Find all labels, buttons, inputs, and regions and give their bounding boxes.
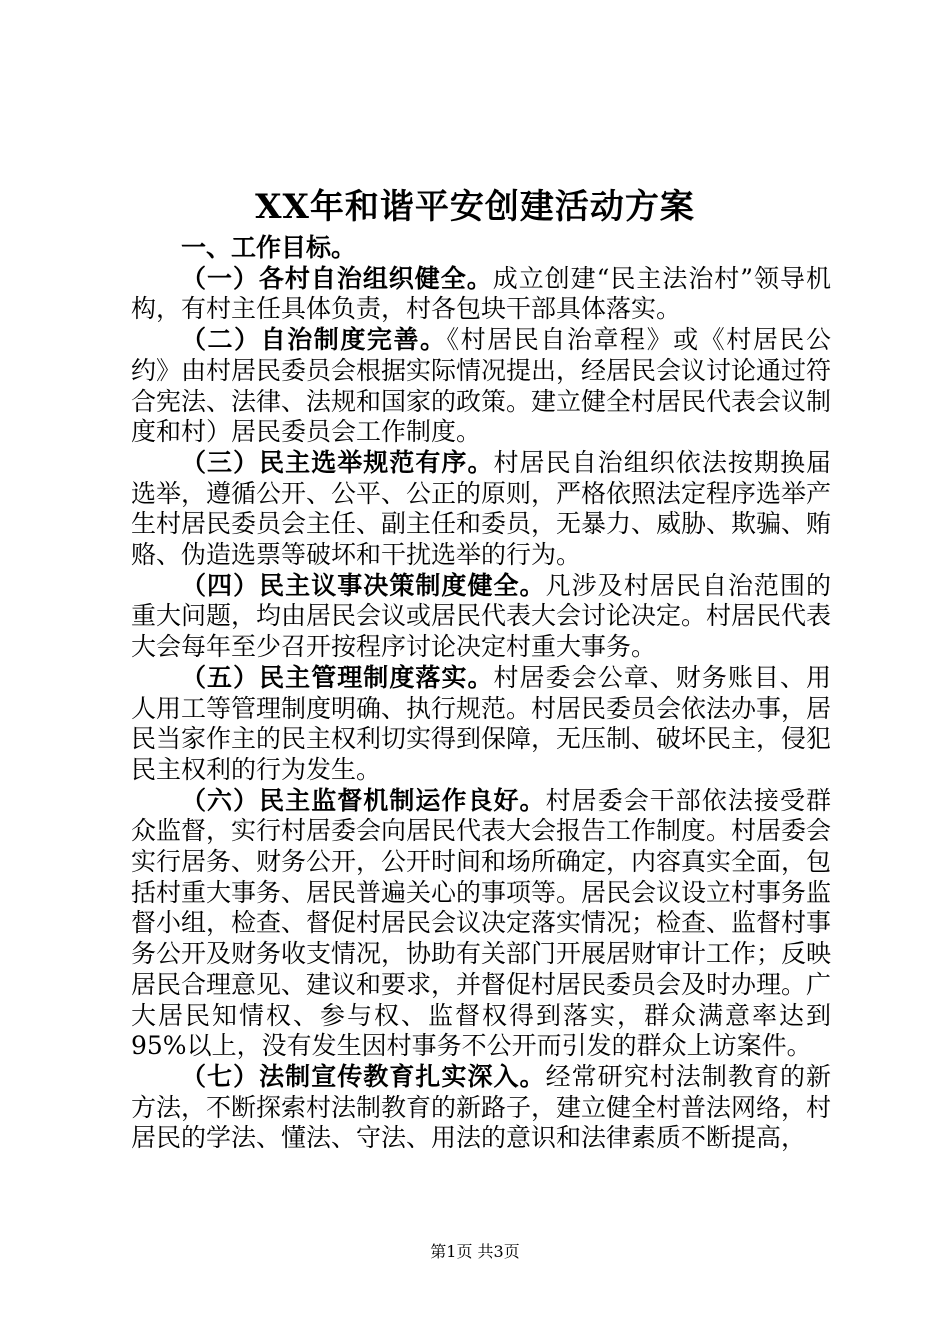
paragraph-lead: （二）自治制度完善。 bbox=[181, 325, 447, 355]
document-body bbox=[131, 233, 831, 1154]
paragraph-1 bbox=[131, 264, 831, 325]
paragraph-text: 村居委会干部依法接受群众监督，实行村居委会向居民代表大会报告工作制度。村居委会实行居务、财务公开，公开时间和场所确定，内容真实全面，包括村重大事务、居民普遍关心的事项等。居民会议设立村事务监督小组，检查、督促村居民会议决定落实情况；检查、监督村事务公开及财务收支情况，协助有关部门开展居财审计工作；反映居民合理意见、建议和要求，并督促村居民委员会及时办理。广大居民知情权、参与权、监督权得到落实，群众满意率达到95%以上，没有发生因村事务不公开而引发的群众上访案件。 bbox=[131, 785, 832, 1061]
paragraph-lead: （四）民主议事决策制度健全。 bbox=[181, 570, 546, 600]
paragraph-2 bbox=[131, 325, 831, 448]
paragraph-4 bbox=[131, 571, 831, 663]
paragraph-text: 成立创建“民主法治村”领导机构，有村主任具体负责，村各包块干部具体落实。 bbox=[131, 263, 831, 324]
paragraph-lead: （七）法制宣传教育扎实深入。 bbox=[181, 1061, 546, 1091]
paragraph-text: 凡涉及村居民自治范围的重大问题，均由居民会议或居民代表大会讨论决定。村居民代表大会每年至少召开按程序讨论决定村重大事务。 bbox=[131, 570, 832, 662]
paragraph-7 bbox=[131, 1062, 831, 1154]
paragraph-text: 村居委会公章、财务账目、用人用工等管理制度明确、执行规范。村居民委员会依法办事，居民当家作主的民主权利切实得到保障，无压制、破坏民主，侵犯民主权利的行为发生。 bbox=[131, 662, 832, 784]
paragraph-lead: （六）民主监督机制运作良好。 bbox=[181, 785, 546, 815]
paragraph-lead: （五）民主管理制度落实。 bbox=[181, 662, 494, 692]
paragraph-text: 村居民自治组织依法按期换届选举，遵循公开、公平、公正的原则，严格依照法定程序选举产生村居民委员会主任、副主任和委员，无暴力、威胁、欺骗、贿赂、伪造选票等破坏和干扰选举的行为。 bbox=[131, 447, 832, 570]
document-title: XX年和谐平安创建活动方案 bbox=[255, 187, 695, 227]
paragraph-lead: （三）民主选举规范有序。 bbox=[181, 447, 494, 477]
paragraph-lead: （一）各村自治组织健全。 bbox=[181, 263, 493, 293]
paragraph-5 bbox=[131, 663, 831, 786]
paragraph-text: 经常研究村法制教育的新方法，不断探索村法制教育的新路子，建立健全村普法网络，村居民的学法、懂法、守法、用法的意识和法律素质不断提高， bbox=[131, 1061, 832, 1153]
paragraph-3 bbox=[131, 448, 831, 571]
section-heading: 一、工作目标。 bbox=[181, 233, 357, 262]
page-footer: 第1页 共3页 bbox=[430, 1242, 520, 1261]
paragraph-text: 《村居民自治章程》或《村居民公约》由村居民委员会根据实际情况提出，经居民会议讨论通过符合宪法、法律、法规和国家的政策。建立健全村居民代表会议制度和村）居民委员会工作制度。 bbox=[131, 325, 832, 447]
paragraph-6 bbox=[131, 786, 831, 1062]
